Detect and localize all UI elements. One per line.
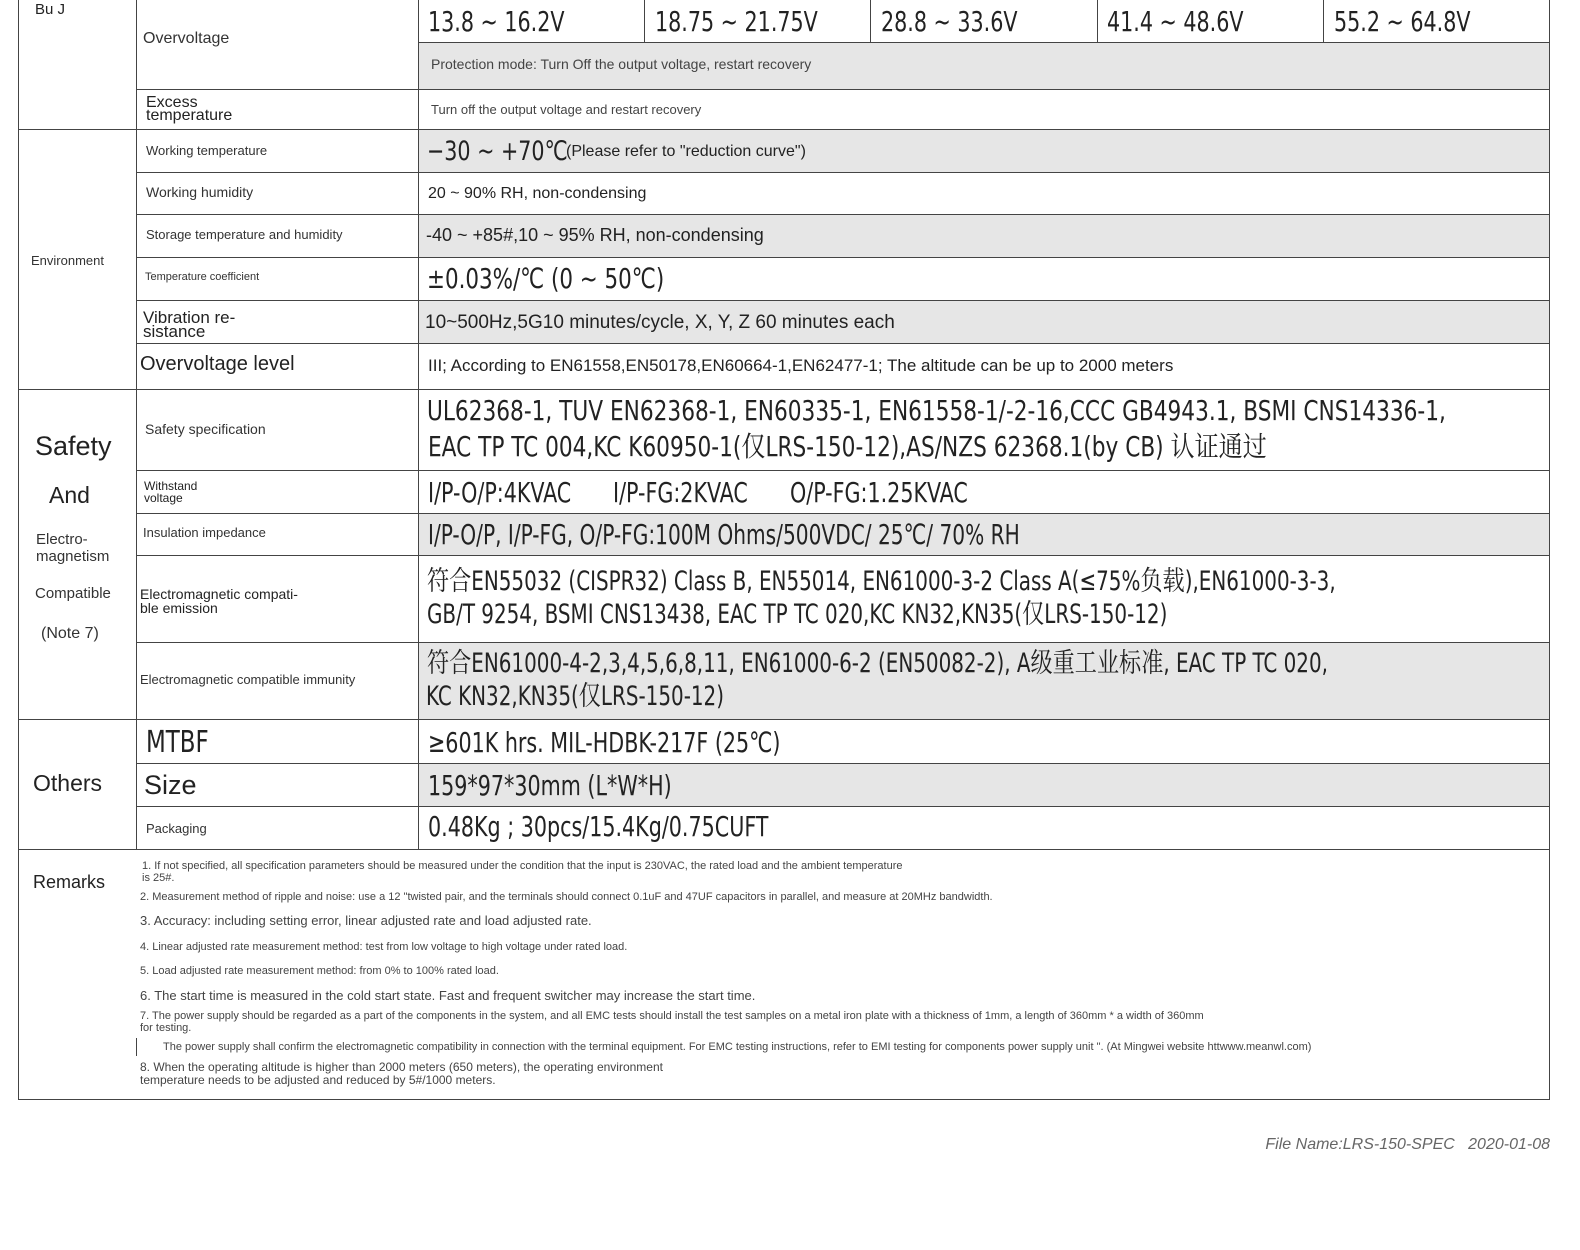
remark-5: 5. Load adjusted rate measurement method: from 0% to 100% rated load.: [140, 965, 499, 977]
storage-label: Storage temperature and humidity: [146, 227, 343, 242]
excess-temperature-value: Turn off the output voltage and restart recovery: [431, 102, 702, 117]
remark-1-cont: is 25#.: [142, 872, 175, 884]
document-footer: [1265, 1136, 1550, 1154]
overvoltage-level-label: Overvoltage level: [140, 353, 295, 375]
emc-immunity-line-1: 符合EN61000-4-2,3,4,5,6,8,11, EN61000-6-2 (EN50082-2), A级重工业标准, EAC TP TC 020,: [427, 648, 1328, 679]
remark-7: 7. The power supply should be regarded as a part of the components in the system, and all EMC tests should install the test samples on a metal iron plate with a thickness of 1mm, a length of 360mm * a width of 360mm: [140, 1010, 1204, 1022]
remark-margin-mark: [136, 1038, 137, 1056]
vibration-label-2: sistance: [143, 322, 206, 341]
working-humidity-label: Working humidity: [146, 184, 254, 200]
working-temperature-note: (Please refer to "reduction curve"): [566, 143, 806, 160]
row-divider: [136, 214, 1550, 215]
packaging-label: Packaging: [146, 821, 207, 836]
overvoltage-col-divider: [1323, 0, 1324, 42]
emc-immunity-line-2: KC KN32,KN35(仅LRS-150-12): [426, 681, 724, 712]
working-temperature-label: Working temperature: [146, 143, 268, 158]
excess-temperature-label-1: Excess: [146, 94, 198, 111]
remark-6: 6. The start time is measured in the cold start state. Fast and frequent switcher may increase the start time.: [140, 988, 756, 1003]
emc-immunity-label: Electromagnetic compatible immunity: [140, 672, 356, 687]
row-divider: [418, 42, 1550, 43]
safety-spec-line-1: UL62368-1, TUV EN62368-1, EN60335-1, EN61558-1/-2-16,CCC GB4943.1, BSMI CNS14336-1,: [427, 394, 1446, 427]
row-divider: [136, 763, 1550, 764]
insulation-value: I/P-O/P, I/P-FG, O/P-FG:100M Ohms/500VDC/ 25℃/ 70% RH: [428, 518, 1020, 551]
remark-1: 1. If not specified, all specification parameters should be measured under the condition that the input is 230VAC, the rated load and the ambient temperature: [142, 860, 903, 872]
safety-category-line-2: And: [49, 482, 90, 508]
withstand-label-1: Withstand: [144, 479, 198, 493]
row-divider: [136, 89, 1550, 90]
safety-category-line-3: Electro-: [36, 531, 88, 548]
remark-7-cont: for testing.: [140, 1022, 192, 1034]
packaging-value: 0.48Kg ; 30pcs/15.4Kg/0.75CUFT: [428, 810, 769, 843]
remark-3: 3. Accuracy: including setting error, linear adjusted rate and load adjusted rate.: [140, 913, 592, 928]
overvoltage-col-divider: [870, 0, 871, 42]
working-humidity-value: 20 ~ 90% RH, non-condensing: [428, 185, 647, 202]
overvoltage-label: Overvoltage: [143, 30, 230, 47]
remark-8-cont: temperature needs to be adjusted and reduced by 5#/1000 meters.: [140, 1073, 496, 1087]
row-divider: [136, 806, 1550, 807]
safety-category-line-5: Compatible: [35, 585, 111, 602]
remarks-category: Remarks: [33, 872, 106, 892]
emc-emission-label-2: ble emission: [140, 600, 218, 616]
remark-7-emc: The power supply shall confirm the electromagnetic compatibility in connection with the terminal equipment. For EMC testing instructions, refer to EMI testing for components power supply unit ". (At Mingwei website httwww.meanwl.com): [163, 1041, 1312, 1053]
file-name: File Name:LRS-150-SPEC: [1265, 1136, 1455, 1153]
row-divider: [136, 172, 1550, 173]
document-date: 2020-01-08: [1468, 1136, 1550, 1153]
safety-spec-label: Safety specification: [145, 421, 266, 437]
overvoltage-level-value: III; According to EN61558,EN50178,EN60664-1,EN62477-1; The altitude can be up to 2000 meters: [428, 356, 1174, 375]
temp-coefficient-value: ±0.03%/℃ (0 ~ 50℃): [427, 262, 665, 295]
section-divider: [18, 719, 1550, 720]
storage-value: -40 ~ +85#,10 ~ 95% RH, non-condensing: [426, 225, 764, 245]
overvoltage-value-5: 55.2 ~ 64.8V: [1334, 5, 1471, 38]
overvoltage-value-1: 13.8 ~ 16.2V: [428, 5, 565, 38]
section-divider: [18, 849, 1550, 850]
safety-category-line-6: (Note 7): [41, 625, 99, 642]
excess-temperature-label-2: temperature: [146, 107, 233, 124]
overvoltage-value-2: 18.75 ~ 21.75V: [655, 5, 818, 38]
vibration-value: 10~500Hz,5G10 minutes/cycle, X, Y, Z 60 minutes each: [425, 312, 895, 333]
mtbf-label: MTBF: [146, 725, 209, 760]
mtbf-value: ≥601K hrs. MIL-HDBK-217F (25℃): [428, 726, 781, 759]
remark-8: 8. When the operating altitude is higher than 2000 meters (650 meters), the operating environment: [140, 1060, 663, 1074]
row-divider: [136, 300, 1550, 301]
row-divider: [136, 642, 1550, 643]
emc-emission-label-1: Electromagnetic compati-: [140, 586, 298, 602]
overvoltage-col-divider: [644, 0, 645, 42]
withstand-value-2: I/P-FG:2KVAC: [613, 476, 748, 509]
column-divider-label: [418, 0, 419, 850]
overvoltage-col-divider: [1097, 0, 1098, 42]
remark-2: 2. Measurement method of ripple and noise: use a 12 "twisted pair, and the terminals should connect 0.1uF and 47UF capacitors in parallel, and measure at 20MHz bandwidth.: [140, 891, 993, 903]
size-label: Size: [144, 770, 197, 800]
emc-emission-line-2: GB/T 9254, BSMI CNS13438, EAC TP TC 020,KC KN32,KN35(仅LRS-150-12): [427, 599, 1168, 630]
withstand-value-1: I/P-O/P:4KVAC: [428, 476, 572, 509]
withstand-value-3: O/P-FG:1.25KVAC: [790, 476, 968, 509]
row-divider: [136, 343, 1550, 344]
row-divider: [136, 470, 1550, 471]
vibration-label-1: Vibration re-: [143, 308, 236, 327]
working-temperature-value: −30 ~ +70℃: [427, 136, 568, 167]
others-category: Others: [33, 770, 103, 796]
group-label: Bu J: [35, 1, 66, 18]
safety-category-line-1: Safety: [35, 431, 112, 461]
row-divider: [136, 555, 1550, 556]
environment-category: Environment: [31, 253, 104, 268]
emc-emission-line-1: 符合EN55032 (CISPR32) Class B, EN55014, EN61000-3-2 Class A(≤75%负载),EN61000-3-3,: [427, 566, 1336, 597]
section-divider: [18, 389, 1550, 390]
column-divider-category: [136, 0, 137, 850]
temp-coefficient-label: Temperature coefficient: [145, 271, 260, 283]
row-divider: [136, 257, 1550, 258]
safety-category-line-4: magnetism: [36, 548, 110, 565]
insulation-label: Insulation impedance: [143, 525, 266, 540]
remark-4: 4. Linear adjusted rate measurement method: test from low voltage to high voltage under rated load.: [140, 941, 628, 953]
overvoltage-value-3: 28.8 ~ 33.6V: [881, 5, 1018, 38]
withstand-label-2: voltage: [144, 491, 183, 505]
row-divider: [136, 513, 1550, 514]
section-divider: [18, 129, 1550, 130]
safety-spec-line-2: EAC TP TC 004,KC K60950-1(仅LRS-150-12),AS/NZS 62368.1(by CB) 认证通过: [428, 430, 1267, 463]
size-value: 159*97*30mm (L*W*H): [428, 769, 672, 802]
overvoltage-mode: Protection mode: Turn Off the output voltage, restart recovery: [431, 56, 812, 72]
overvoltage-value-4: 41.4 ~ 48.6V: [1107, 5, 1244, 38]
